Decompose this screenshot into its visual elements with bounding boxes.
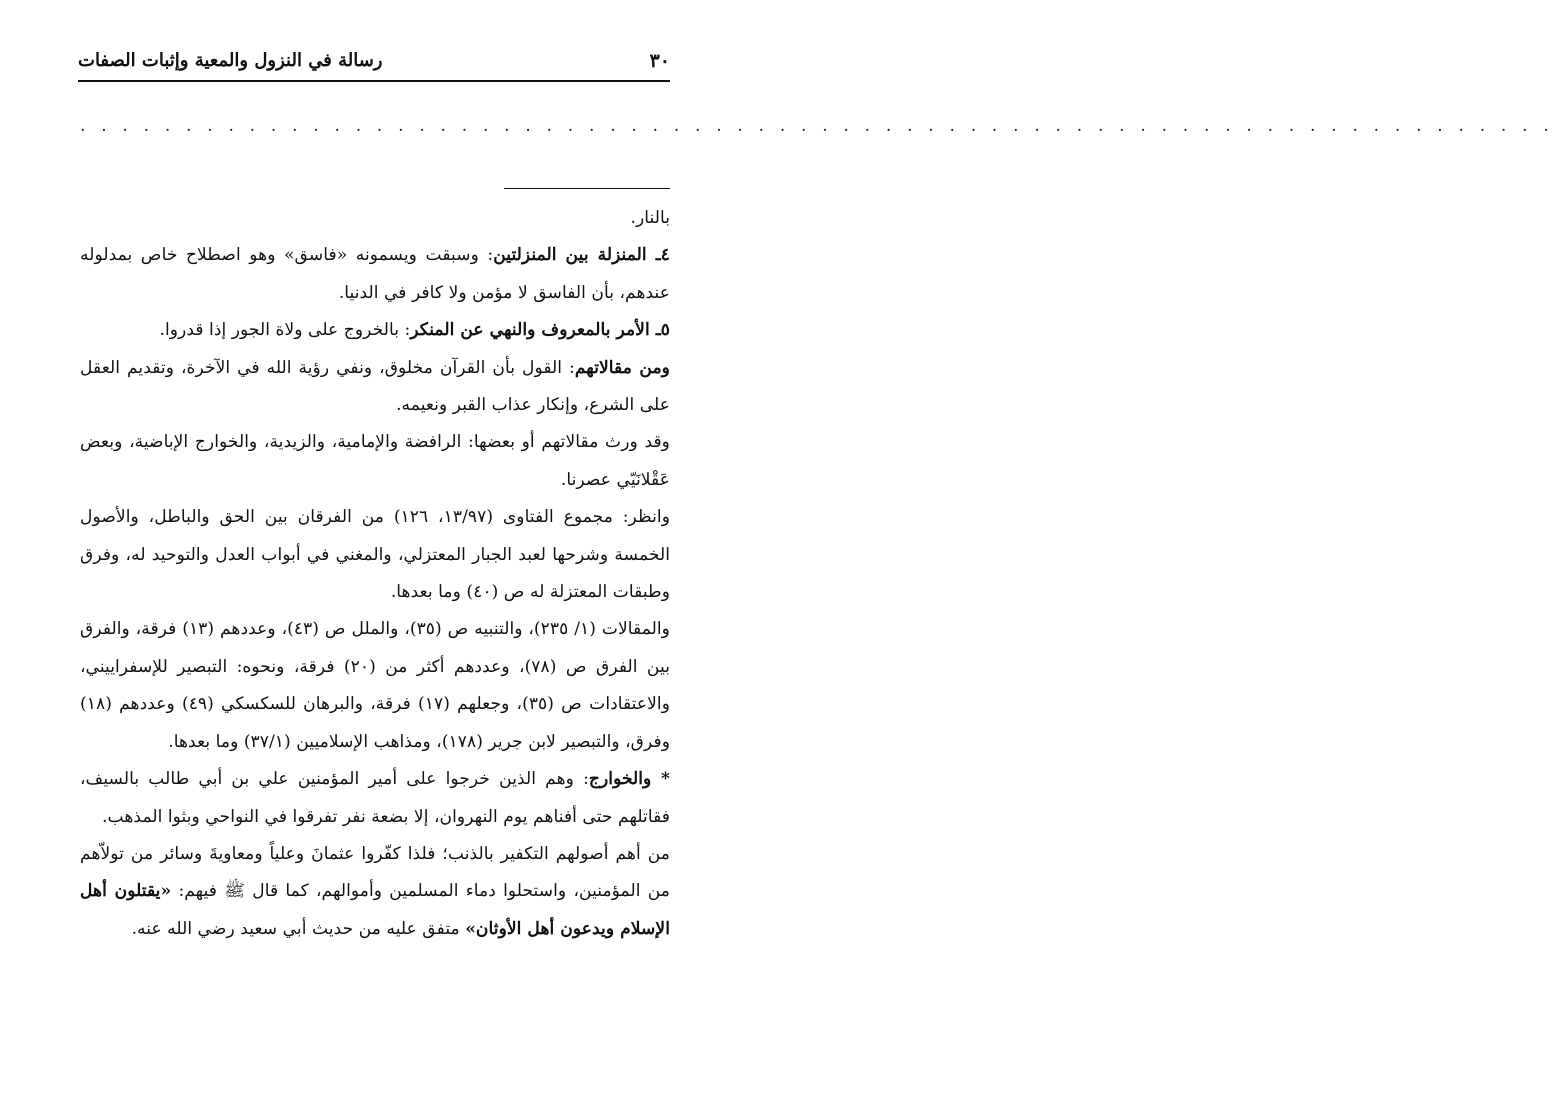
term-heading: ٤ـ المنزلة بين المنزلتين [493,245,670,266]
term-heading: * والخوارج [588,769,671,790]
footnote-rule [504,188,670,189]
running-title: رسالة في النزول والمعية وإثبات الصفات [78,50,383,71]
dotted-separator: . . . . . . . . . . . . . . . . . . . . . . . . . . . . . . . . . . . . . . . . . . . . . . . . . . . . . . . . . . . . . . . . . . . . . . [80,116,1554,136]
term-heading: ٥ـ الأمر بالمعروف والنهي عن المنكر [410,320,670,341]
hadith-quote: «يقتلون أهل الإسلام ويدعون أهل الأوثان» [80,881,670,939]
term-heading: ومن مقالاتهم [574,357,670,378]
footnote-paragraph: ٤ـ المنزلة بين المنزلتين: وسبقت ويسمونه «فاسق» وهو اصطلاح خاص بمدلوله عندهم، بأن الفاسق لا مؤمن ولا كافر في الدنيا. [80,245,670,303]
page-header [78,44,670,82]
footnote-paragraph: وانظر: مجموع الفتاوى (١٣/٩٧، ١٢٦) من الفرقان بين الحق والباطل، والأصول الخمسة وشرحها لعبد الجبار المعتزلي، والمغني في أبواب العدل والتوحيد له، وفرق وطبقات المعتزلة له ص (٤٠) وما بعدها. [80,507,670,603]
footnote-paragraph: بالنار. [630,208,670,228]
footnotes [80,200,670,948]
footnote-paragraph: من أهم أصولهم التكفير بالذنب؛ فلذا كفّروا عثمانَ وعلياً ومعاويةَ وسائر من تولاّهم من المؤمنين، واستحلوا دماء المسلمين وأموالهم، كما قال ﷺ فيهم: «يقتلون أهل الإسلام ويدعون أهل الأوثان» متفق عليه من حديث أبي سعيد رضي الله عنه. [80,843,671,939]
page-number: ٣٠ [649,50,670,72]
footnote-paragraph: والمقالات (١/ ٢٣٥)، والتنبيه ص (٣٥)، والملل ص (٤٣)، وعددهم (١٣) فرقة، والفرق بين الفرق ص (٧٨)، وعددهم أكثر من (٢٠) فرقة، ونحوه: التبصير للإسفراييني، والاعتقادات ص (٣٥)، وجعلهم (١٧) فرقة، والبرهان للسكسكي (٤٩) وعددهم (١٨) وفرق، والتبصير لابن جرير (١٧٨)، ومذاهب الإسلاميين (٣٧/١) وما بعدها. [80,619,670,752]
footnote-paragraph: ٥ـ الأمر بالمعروف والنهي عن المنكر: بالخروج على ولاة الجور إذا قدروا. [159,320,670,341]
footnote-paragraph: * والخوارج: وهم الذين خرجوا على أمير المؤمنين علي بن أبي طالب بالسيف، فقاتلهم حتى أفناهم يوم النهروان، إلا بضعة نفر تفرقوا في النواحي وبثوا المذهب. [80,769,671,827]
footnote-paragraph: وقد ورث مقالاتهم أو بعضها: الرافضة والإمامية، والزيدية، والخوارج الإباضية، وبعض عَقْلانَيّي عصرنا. [80,432,670,490]
footnote-paragraph: ومن مقالاتهم: القول بأن القرآن مخلوق، ونفي رؤية الله في الآخرة، وتقديم العقل على الشرع، وإنكار عذاب القبر ونعيمه. [80,357,670,416]
